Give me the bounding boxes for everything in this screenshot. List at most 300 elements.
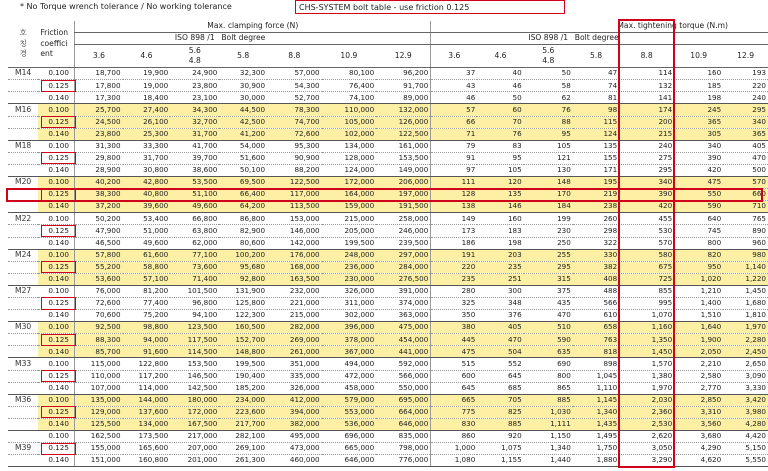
clamping-force-cell: 284,000 [376,261,431,273]
bolt-size [8,80,38,92]
torque-cell: 1,570 [619,358,674,370]
torque-cell: 275 [619,152,674,164]
clamping-force-cell: 122,500 [267,177,322,189]
torque-cell: 4,290 [674,443,723,455]
torque-cell: 1,450 [723,285,768,297]
table-row [8,104,768,116]
bolt-size [8,116,38,128]
torque-cell: 81 [573,92,619,104]
table-row [8,237,768,249]
clamping-force-cell: 153,500 [376,152,431,164]
iso-label-2: ISO 898 /1 [524,33,573,45]
torque-cell: 184 [524,201,573,213]
torque-cell: 830 [431,418,477,430]
torque-cell: 235 [477,261,523,273]
torque-cell: 1,495 [573,431,619,443]
clamping-force-cell: 34,300 [170,104,219,116]
torque-cell: 2,450 [723,346,768,358]
table-caption: CHS-SYSTEM bolt table - use friction 0.125 [295,0,565,14]
torque-cell: 322 [573,237,619,249]
clamping-force-cell: 168,000 [267,261,322,273]
clamping-force-cell: 131,900 [219,285,267,297]
clamping-force-cell: 776,000 [376,455,431,467]
torque-cell: 3,560 [674,418,723,430]
torque-cell: 1,380 [619,370,674,382]
torque-cell: 763 [573,334,619,346]
clamping-force-cell: 85,700 [75,346,123,358]
clamping-force-cell: 95,300 [267,140,322,152]
clamping-force-cell: 201,000 [170,455,219,467]
torque-cell: 690 [524,358,573,370]
clamping-force-cell: 91,700 [376,80,431,92]
torque-cell: 995 [619,297,674,309]
torque-cell: 198 [477,237,523,249]
torque-cell: 91 [431,152,477,164]
clamping-force-cell: 258,000 [376,213,431,225]
friction-value: 0.140 [38,418,74,430]
torque-cell: 340 [674,140,723,152]
clamping-force-cell: 276,500 [376,273,431,285]
clamping-force-cell: 55,200 [75,261,123,273]
table-row [8,92,768,104]
torque-cell: 550 [674,189,723,201]
torque-cell: 183 [477,225,523,237]
friction-value: 0.140 [38,237,74,249]
friction-value: 0.125 [38,80,74,92]
clamping-force-cell: 69,500 [219,177,267,189]
table-row [8,418,768,430]
torque-cell: 1,140 [723,261,768,273]
friction-value: 0.100 [38,213,74,225]
clamping-force-cell: 41,700 [170,140,219,152]
clamping-force-cell: 382,000 [267,418,322,430]
torque-cell: 590 [674,201,723,213]
clamping-force-cell: 378,000 [322,334,377,346]
clamping-force-cell: 26,100 [123,116,171,128]
bolt-size [8,92,38,104]
bolt-table [8,21,768,467]
torque-cell: 250 [524,237,573,249]
torque-cell: 365 [674,116,723,128]
torque-cell: 1,020 [674,273,723,285]
torque-cell: 920 [477,431,523,443]
clamping-force-cell: 142,000 [267,237,322,249]
torque-cell: 219 [573,189,619,201]
torque-cell: 230 [524,225,573,237]
clamping-force-cell: 475,000 [376,322,431,334]
clamping-force-cell: 412,000 [267,394,322,406]
torque-cell: 43 [431,80,477,92]
torque-cell: 4,420 [723,431,768,443]
table-row [8,310,768,322]
clamping-force-cell: 100,200 [219,249,267,261]
grade-header: 12.9 [723,45,768,68]
table-row [8,443,768,455]
torque-cell: 3,330 [723,382,768,394]
torque-cell: 1,110 [573,382,619,394]
bolt-degree-label-2: Bolt degree [573,33,674,45]
torque-cell: 950 [674,261,723,273]
torque-cell: 95 [477,152,523,164]
clamping-force-cell: 146,000 [267,225,322,237]
friction-value: 0.125 [38,370,74,382]
torque-cell: 4,620 [674,455,723,467]
clamping-force-cell: 162,500 [75,431,123,443]
clamping-force-cell: 207,000 [170,443,219,455]
clamping-force-cell: 363,000 [376,310,431,322]
grade-header: 3.6 [431,45,477,68]
torque-cell: 105 [477,164,523,176]
torque-cell: 2,650 [723,358,768,370]
torque-cell: 1,075 [477,443,523,455]
torque-cell: 504 [477,346,523,358]
torque-cell: 475 [674,177,723,189]
torque-cell: 1,045 [573,370,619,382]
torque-cell: 898 [573,358,619,370]
table-row [8,80,768,92]
torque-cell: 70 [477,116,523,128]
torque-cell: 240 [723,92,768,104]
clamping-force-cell: 665,000 [322,443,377,455]
torque-cell: 305 [674,128,723,140]
clamping-force-cell: 27,400 [123,104,171,116]
clamping-force-cell: 261,300 [219,455,267,467]
clamping-force-cell: 172,000 [322,177,377,189]
torque-cell: 1,145 [573,394,619,406]
torque-cell: 775 [431,406,477,418]
torque-cell: 141 [619,92,674,104]
clamping-force-cell: 92,500 [75,322,123,334]
clamping-force-cell: 41,200 [219,128,267,140]
torque-cell: 2,280 [723,334,768,346]
clamping-force-cell: 32,300 [219,68,267,80]
torque-cell: 500 [723,164,768,176]
bolt-size: M33 [8,358,38,370]
grade-header: 12.9 [376,45,431,68]
clamping-force-cell: 53,500 [170,177,219,189]
friction-value: 0.140 [38,310,74,322]
grade-header: 8.8 [267,45,322,68]
clamping-force-cell: 19,000 [123,80,171,92]
torque-cell: 705 [477,394,523,406]
friction-value: 0.125 [38,225,74,237]
torque-cell: 570 [723,177,768,189]
clamping-force-cell: 88,300 [75,334,123,346]
torque-cell: 173 [431,225,477,237]
bolt-size [8,261,38,273]
torque-cell: 515 [431,358,477,370]
torque-cell: 98 [573,104,619,116]
torque-cell: 46 [431,92,477,104]
torque-cell: 105 [524,140,573,152]
torque-cell: 1,435 [573,418,619,430]
torque-cell: 66 [431,116,477,128]
torque-cell: 1,350 [619,334,674,346]
clamping-force-cell: 391,000 [376,285,431,297]
grade-header: 5.6 4.8 [524,45,573,68]
clamping-force-cell: 81,200 [123,285,171,297]
clamping-force-cell: 53,400 [123,213,171,225]
torque-cell: 435 [524,297,573,309]
clamping-force-cell: 82,900 [219,225,267,237]
clamping-force-cell: 234,000 [219,394,267,406]
torque-cell: 2,030 [619,394,674,406]
clamping-force-cell: 33,300 [123,140,171,152]
bolt-size [8,431,38,443]
torque-cell: 160 [674,68,723,80]
torque-cell: 350 [431,310,477,322]
clamping-force-cell: 159,000 [322,201,377,213]
torque-cell: 160 [477,213,523,225]
grade-header: 5.8 [219,45,267,68]
torque-cell: 60 [477,104,523,116]
clamping-force-cell: 37,200 [75,201,123,213]
clamping-force-cell: 74,700 [267,116,322,128]
clamping-force-cell: 579,000 [322,394,377,406]
torque-cell: 375 [524,285,573,297]
torque-cell: 640 [674,213,723,225]
clamping-force-cell: 73,600 [170,261,219,273]
torque-cell: 2,620 [619,431,674,443]
torque-cell: 865 [524,382,573,394]
clamping-force-cell: 148,800 [219,346,267,358]
torque-cell: 2,210 [674,358,723,370]
clamping-force-cell: 217,000 [170,431,219,443]
clamping-force-cell: 835,000 [376,431,431,443]
clamping-force-cell: 44,500 [219,104,267,116]
torque-cell: 130 [524,164,573,176]
torque-cell: 1,340 [573,406,619,418]
bolt-size: M16 [8,104,38,116]
torque-cell: 1,450 [619,346,674,358]
torque-cell: 1,210 [674,285,723,297]
iso-label: ISO 898 /1 [170,33,219,45]
friction-value: 0.100 [38,285,74,297]
table-row [8,455,768,467]
clamping-force-cell: 129,000 [75,406,123,418]
clamping-force-cell: 76,000 [75,285,123,297]
clamping-force-cell: 31,700 [123,152,171,164]
torque-cell: 470 [524,310,573,322]
torque-cell: 58 [524,80,573,92]
torque-cell: 455 [619,213,674,225]
torque-cell: 340 [619,177,674,189]
clamping-force-cell: 98,800 [123,322,171,334]
clamping-force-cell: 58,800 [123,261,171,273]
clamping-force-cell: 134,000 [123,418,171,430]
torque-cell: 148 [524,177,573,189]
clamping-force-cell: 155,000 [75,443,123,455]
clamping-force-cell: 160,500 [219,322,267,334]
clamping-force-cell: 180,000 [170,394,219,406]
clamping-force-cell: 236,000 [322,261,377,273]
torque-cell: 800 [524,370,573,382]
clamping-force-cell: 46,500 [75,237,123,249]
torque-cell: 390 [619,189,674,201]
torque-cell: 1,111 [524,418,573,430]
friction-value: 0.140 [38,346,74,358]
torque-cell: 408 [573,273,619,285]
clamping-force-cell: 70,600 [75,310,123,322]
torque-cell: 79 [431,140,477,152]
tightening-header: Max. tightening torque (N.m) [431,21,768,33]
clamping-force-cell: 232,000 [267,285,322,297]
clamping-force-cell: 80,100 [322,68,377,80]
clamping-force-cell: 30,000 [219,92,267,104]
torque-cell: 685 [477,382,523,394]
table-row [8,128,768,140]
friction-value: 0.100 [38,394,74,406]
tolerance-note: * No Torque wrench tolerance / No working tolerance [20,2,232,11]
torque-cell: 420 [619,201,674,213]
clamping-force-cell: 40,200 [75,177,123,189]
torque-cell: 198 [674,92,723,104]
friction-value: 0.125 [38,443,74,455]
clamping-force-cell: 269,100 [219,443,267,455]
clamping-force-cell: 54,000 [219,140,267,152]
torque-cell: 645 [477,370,523,382]
clamping-force-cell: 646,000 [322,455,377,467]
friction-value: 0.100 [38,140,74,152]
bolt-size: M22 [8,213,38,225]
clamping-force-cell: 64,200 [219,201,267,213]
clamping-force-cell: 57,100 [123,273,171,285]
bolt-size [8,346,38,358]
friction-value: 0.140 [38,273,74,285]
clamping-force-cell: 101,500 [170,285,219,297]
table-row [8,322,768,334]
torque-cell: 600 [431,370,477,382]
torque-cell: 3,050 [619,443,674,455]
torque-cell: 1,000 [431,443,477,455]
torque-cell: 445 [431,334,477,346]
torque-cell: 88 [524,116,573,128]
torque-cell: 635 [524,346,573,358]
clamping-force-cell: 367,000 [322,346,377,358]
clamping-force-cell: 164,000 [322,189,377,201]
torque-cell: 220 [723,80,768,92]
friction-value: 0.100 [38,249,74,261]
friction-value: 0.140 [38,164,74,176]
clamping-force-cell: 394,000 [267,406,322,418]
torque-cell: 185 [674,80,723,92]
friction-value: 0.100 [38,177,74,189]
grade-header: 5.6 4.8 [170,45,219,68]
clamping-force-cell: 61,600 [123,249,171,261]
friction-value: 0.140 [38,382,74,394]
clamping-force-cell: 144,000 [123,394,171,406]
table-row [8,297,768,309]
bolt-size [8,455,38,467]
torque-cell: 295 [619,164,674,176]
torque-cell: 405 [723,140,768,152]
clamping-force-cell: 91,600 [123,346,171,358]
friction-value: 0.100 [38,322,74,334]
clamping-force-cell: 152,700 [219,334,267,346]
clamping-force-cell: 110,000 [75,370,123,382]
bolt-size [8,237,38,249]
torque-cell: 95 [524,128,573,140]
bolt-degree-label: Bolt degree [219,33,321,45]
torque-cell: 195 [573,177,619,189]
bolt-size: M36 [8,394,38,406]
torque-cell: 1,810 [723,310,768,322]
clamping-force-cell: 74,100 [322,92,377,104]
clamping-force-cell: 374,000 [376,297,431,309]
clamping-header: Max. clamping force (N) [75,21,431,33]
friction-value: 0.140 [38,201,74,213]
clamping-force-cell: 205,000 [322,225,377,237]
bolt-size: M24 [8,249,38,261]
clamping-force-cell: 23,800 [170,80,219,92]
torque-cell: 62 [524,92,573,104]
clamping-force-cell: 51,100 [170,189,219,201]
torque-cell: 171 [573,164,619,176]
clamping-force-cell: 38,300 [75,189,123,201]
torque-cell: 725 [619,273,674,285]
torque-cell: 382 [573,261,619,273]
grade-header: 4.6 [477,45,523,68]
torque-cell: 765 [723,213,768,225]
clamping-force-cell: 90,900 [267,152,322,164]
clamping-force-cell: 664,000 [376,406,431,418]
bolt-size [8,406,38,418]
torque-cell: 348 [477,297,523,309]
torque-cell: 3,310 [674,406,723,418]
clamping-force-cell: 351,000 [267,358,322,370]
torque-cell: 146 [477,201,523,213]
clamping-force-cell: 72,600 [267,128,322,140]
friction-header: Friction coeffici ent [38,21,74,68]
torque-cell: 121 [524,152,573,164]
table-row [8,249,768,261]
torque-cell: 2,580 [674,370,723,382]
clamping-force-cell: 49,600 [170,201,219,213]
torque-cell: 1,750 [573,443,619,455]
torque-cell: 376 [477,310,523,322]
clamping-force-cell: 49,600 [123,237,171,249]
torque-cell: 50 [524,68,573,80]
clamping-force-cell: 197,000 [376,189,431,201]
torque-cell: 1,080 [431,455,477,467]
clamping-force-cell: 75,200 [123,310,171,322]
torque-cell: 174 [619,104,674,116]
torque-cell: 675 [619,261,674,273]
torque-cell: 238 [573,201,619,213]
clamping-force-cell: 134,000 [322,140,377,152]
torque-cell: 186 [431,237,477,249]
torque-cell: 115 [573,116,619,128]
clamping-force-cell: 110,000 [322,104,377,116]
clamping-force-cell: 71,400 [170,273,219,285]
table-row [8,116,768,128]
torque-cell: 315 [524,273,573,285]
torque-cell: 300 [477,285,523,297]
table-row [8,225,768,237]
torque-cell: 390 [674,152,723,164]
clamping-force-cell: 51,000 [123,225,171,237]
torque-cell: 220 [431,261,477,273]
clamping-force-cell: 172,000 [170,406,219,418]
clamping-force-cell: 23,100 [170,92,219,104]
torque-cell: 1,970 [723,322,768,334]
torque-cell: 1,880 [573,455,619,467]
table-row [8,261,768,273]
clamping-force-cell: 122,300 [219,310,267,322]
torque-cell: 1,640 [674,322,723,334]
clamping-force-cell: 460,000 [267,455,322,467]
clamping-force-cell: 160,800 [123,455,171,467]
